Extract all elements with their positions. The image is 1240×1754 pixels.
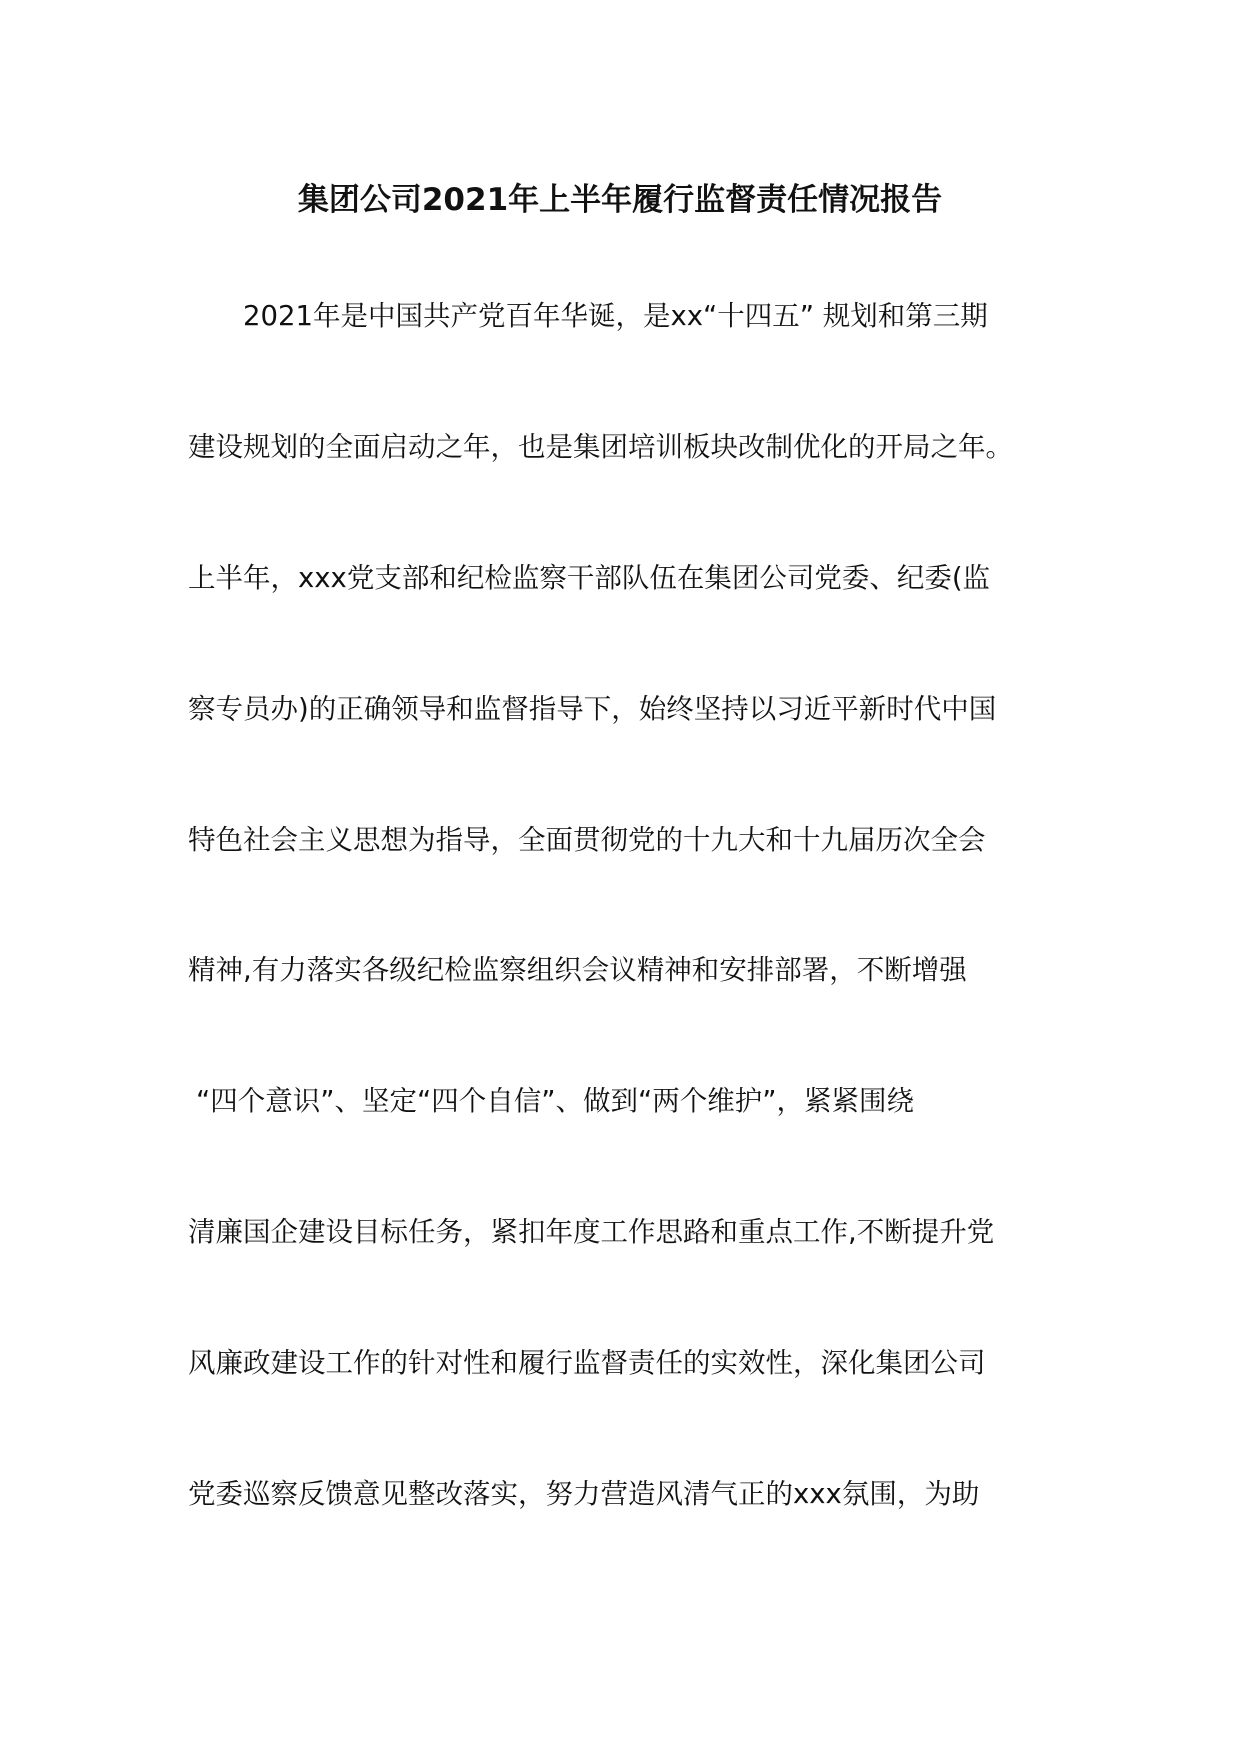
paragraph-line-5: 特色社会主义思想为指导，全面贯彻党的十九大和十九届历次全会 — [188, 824, 986, 856]
paragraph-line-4: 察专员办)的正确领导和监督指导下，始终坚持以习近平新时代中国 — [188, 693, 997, 725]
paragraph-line-9: 风廉政建设工作的针对性和履行监督责任的实效性，深化集团公司 — [188, 1347, 986, 1379]
paragraph-line-3: 上半年，xxx党支部和纪检监察干部队伍在集团公司党委、纪委(监 — [188, 562, 991, 594]
paragraph-line-1: 2021年是中国共产党百年华诞，是xx“十四五” 规划和第三期 — [243, 300, 988, 332]
paragraph-line-8: 清廉国企建设目标任务，紧扣年度工作思路和重点工作,不断提升党 — [188, 1216, 995, 1248]
paragraph-line-7: “四个意识”、坚定“四个自信”、做到“两个维护”，紧紧围绕 — [196, 1085, 914, 1117]
document-title: 集团公司2021年上半年履行监督责任情况报告 — [297, 182, 943, 218]
paragraph-line-2: 建设规划的全面启动之年，也是集团培训板块改制优化的开局之年。 — [188, 431, 1013, 463]
paragraph-line-6: 精神,有力落实各级纪检监察组织会议精神和安排部署，不断增强 — [188, 954, 967, 986]
paragraph-line-10: 党委巡察反馈意见整改落实，努力营造风清气正的xxx氛围，为助 — [188, 1478, 980, 1510]
